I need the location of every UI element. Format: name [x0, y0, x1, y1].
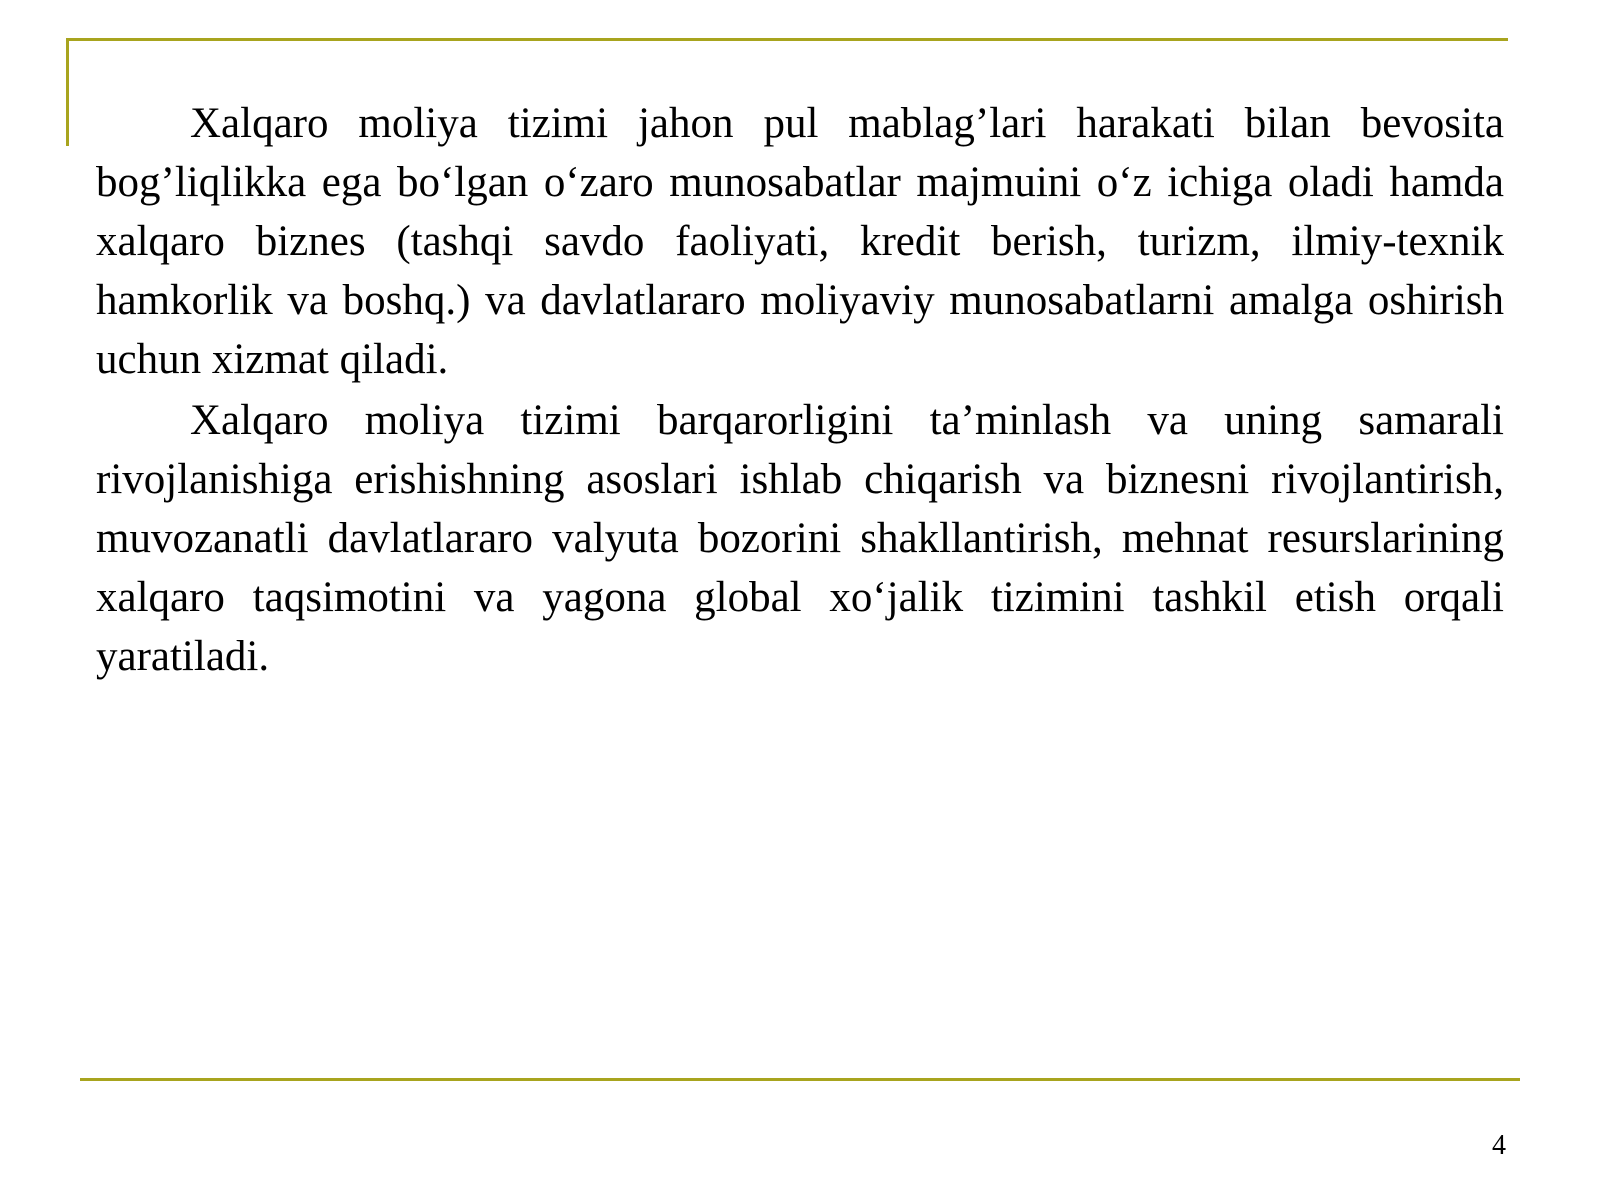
bottom-border-line [80, 1078, 1520, 1081]
paragraph-1: Xalqaro moliya tizimi jahon pul mablag’lari harakati bilan bevosita bog’liqlikka ega bo‘lgan o‘zaro munosabatlar majmuini o‘z ichiga oladi hamda xalqaro biznes (tashqi savdo faoliyati, kredit berish, turizm, ilmiy-texnik hamkorlik va boshq.) va davlatlararo moliyaviy munosabatlarni amalga oshirish uchun xizmat qiladi. [96, 100, 1504, 383]
top-border-line [66, 38, 1508, 41]
left-border-line [66, 38, 69, 146]
page-number: 4 [1492, 1130, 1506, 1161]
slide-body [96, 94, 1504, 688]
paragraph-2: Xalqaro moliya tizimi barqarorligini ta’minlash va uning samarali rivojlanishiga erishishning asoslari ishlab chiqarish va biznesni rivojlantirish, muvozanatli davlatlararo valyuta bozorini shakllantirish, mehnat resurslarining xalqaro taqsimotini va yagona global xo‘jalik tizimini tashkil etish orqali yaratiladi. [96, 397, 1504, 680]
